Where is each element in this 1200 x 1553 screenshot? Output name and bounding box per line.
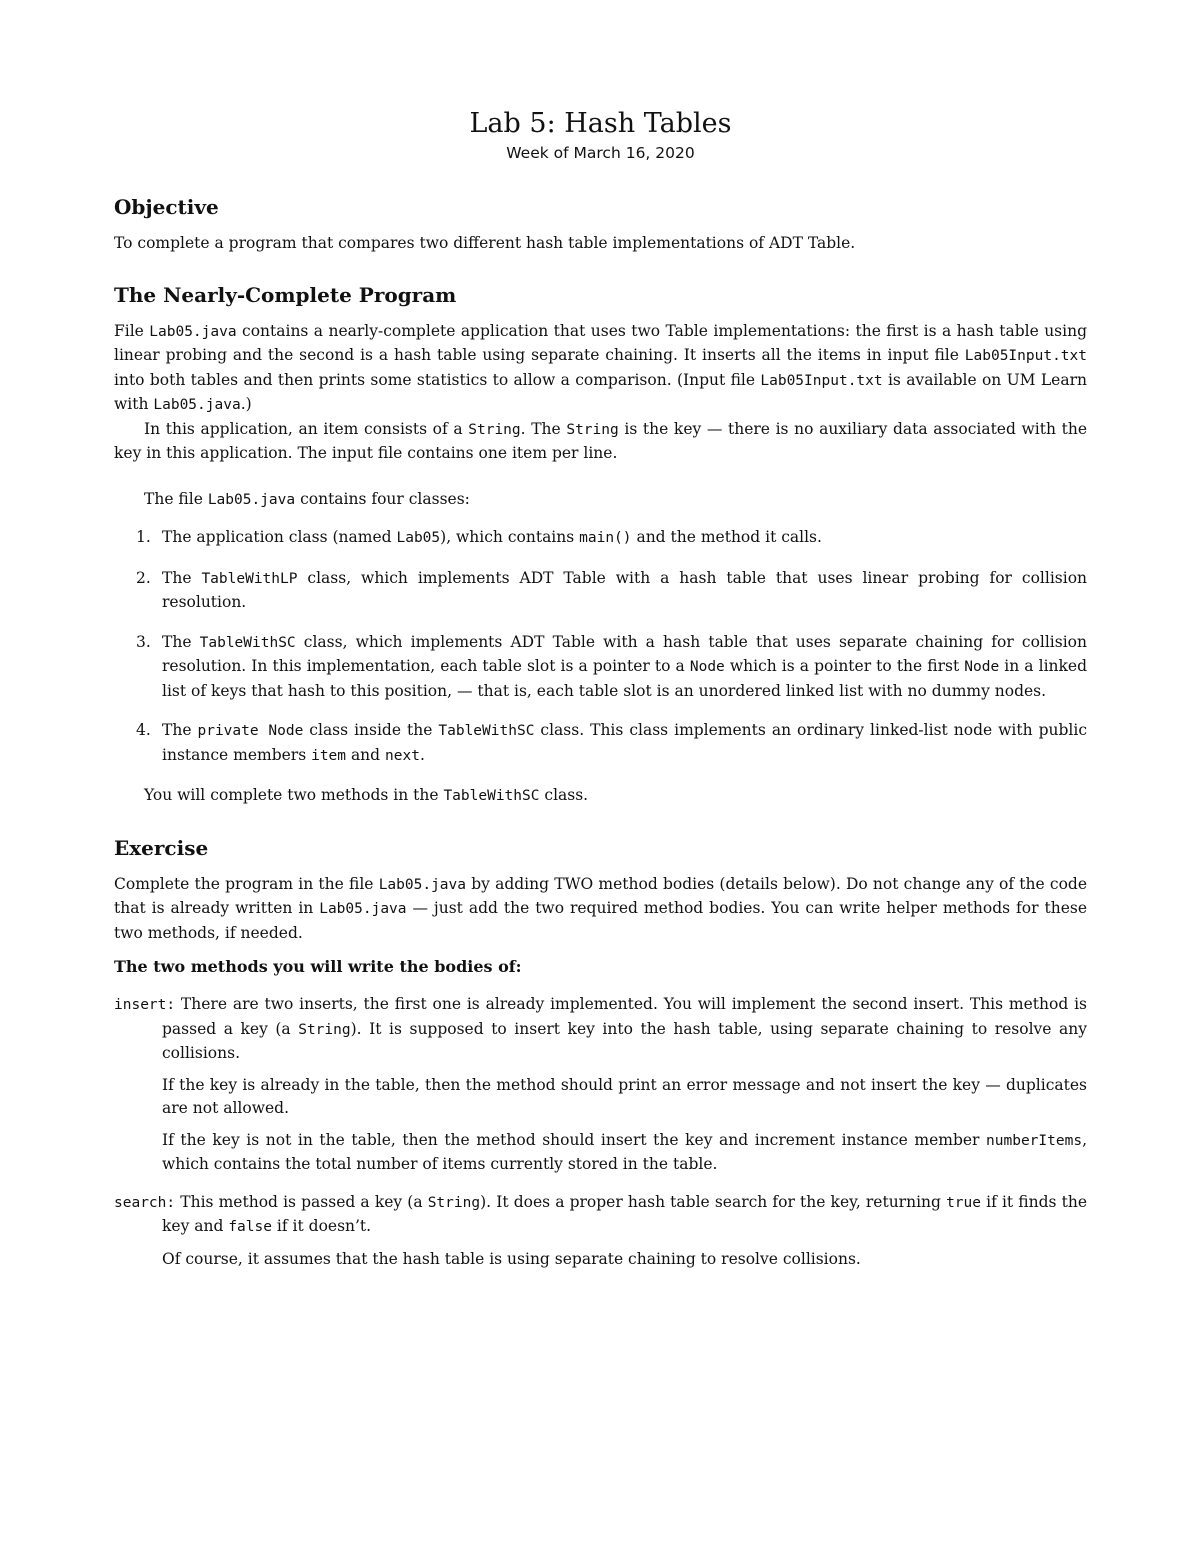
search-description: search: This method is passed a key (a String). It does a proper hash table search for the key, returning true if it finds the key and false if it doesn’t.: [114, 1192, 1088, 1235]
list-item: 1. The application class (named Lab05), which contains main() and the method it calls.: [136, 528, 822, 546]
page-subtitle: Week of March 16, 2020: [506, 144, 695, 162]
insert-increment-note: If the key is not in the table, then the method should insert the key and increment instance member numberItems, which contains the total number of items currently stored in the table.: [162, 1130, 1087, 1173]
exercise-heading: Exercise: [114, 835, 209, 860]
methods-subheading: The two methods you will write the bodies of:: [114, 957, 522, 976]
program-paragraph-1: File Lab05.java contains a nearly-complete application that uses two Table implementations: the first is a hash table using linear probing and the second is a hash table using separate chaining. It inserts all the items in input file Lab05Input.txt into both tables and then prints some statistics to allow a comparison. (Input file Lab05Input.txt is available on UM Learn with Lab05.java.): [114, 321, 1087, 413]
exercise-paragraph: Complete the program in the file Lab05.java by adding TWO method bodies (details below). Do not change any of the code that is already written in Lab05.java — just add the two required method bodies. You can write helper methods for these two methods, if needed.: [114, 874, 1088, 942]
list-item: 4. The private Node class inside the TableWithSC class. This class implements an ordinary linked-list node with public instance members item and next.: [136, 721, 1087, 764]
program-paragraph-3: The file Lab05.java contains four classes:: [144, 489, 470, 508]
document-page: [114, 108, 1087, 1271]
objective-text: To complete a program that compares two different hash table implementations of ADT Table.: [114, 234, 856, 252]
list-item: 3. The TableWithSC class, which implements ADT Table with a hash table that uses separate chaining for collision resolution. In this implementation, each table slot is a pointer to a Node which is a pointer to the first Node in a linked list of keys that hash to this position, — that is, each table slot is an unordered linked list with no dummy nodes.: [136, 632, 1087, 700]
program-paragraph-2: In this application, an item consists of a String. The String is the key — there is no auxiliary data associated with the key in this application. The input file contains one item per line.: [114, 419, 1087, 462]
list-item: 2. The TableWithLP class, which implements ADT Table with a hash table that uses linear probing for collision resolution.: [136, 568, 1088, 611]
insert-description: insert: There are two inserts, the first one is already implemented. You will implement the second insert. This method is passed a key (a String). It is supposed to insert key into the hash table, using separate chaining to resolve any collisions.: [114, 995, 1087, 1062]
insert-term: insert:: [114, 997, 176, 1013]
program-heading: The Nearly-Complete Program: [114, 282, 457, 307]
insert-duplicates-note: If the key is already in the table, then the method should print an error message and not insert the key — duplicates are not allowed.: [162, 1075, 1087, 1117]
method-descriptions: [114, 993, 1087, 1271]
class-list: [114, 526, 1087, 768]
program-paragraph-4: You will complete two methods in the TableWithSC class.: [144, 786, 589, 804]
search-term: search:: [114, 1194, 176, 1211]
search-note: Of course, it assumes that the hash table is using separate chaining to resolve collisions.: [162, 1249, 861, 1268]
objective-heading: Objective: [114, 195, 219, 219]
page-title: Lab 5: Hash Tables: [469, 108, 732, 139]
